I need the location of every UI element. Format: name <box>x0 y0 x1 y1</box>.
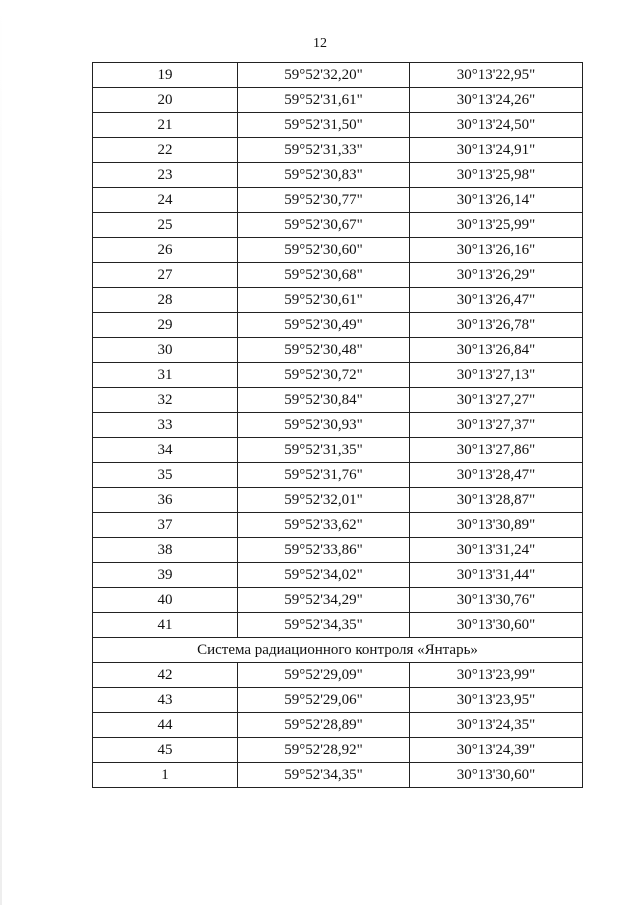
table-row <box>93 713 583 738</box>
longitude-cell: 30°13'28,47" <box>410 463 583 488</box>
table-row <box>93 363 583 388</box>
latitude-cell: 59°52'33,86" <box>238 538 410 563</box>
coordinates-table <box>92 62 583 788</box>
point-number-cell: 41 <box>93 613 238 638</box>
longitude-cell: 30°13'26,14" <box>410 188 583 213</box>
table-row <box>93 463 583 488</box>
table-row <box>93 663 583 688</box>
latitude-cell: 59°52'31,33" <box>238 138 410 163</box>
latitude-cell: 59°52'30,48" <box>238 338 410 363</box>
table-row <box>93 563 583 588</box>
coordinates-table-body-a <box>93 63 583 638</box>
longitude-cell: 30°13'27,13" <box>410 363 583 388</box>
page-number: 12 <box>313 36 327 51</box>
table-row <box>93 763 583 788</box>
point-number-cell: 35 <box>93 463 238 488</box>
latitude-cell: 59°52'31,61" <box>238 88 410 113</box>
latitude-cell: 59°52'28,92" <box>238 738 410 763</box>
latitude-cell: 59°52'30,93" <box>238 413 410 438</box>
table-row <box>93 388 583 413</box>
coordinates-table-body-b <box>93 663 583 788</box>
longitude-cell: 30°13'31,24" <box>410 538 583 563</box>
latitude-cell: 59°52'29,06" <box>238 688 410 713</box>
latitude-cell: 59°52'31,35" <box>238 438 410 463</box>
point-number-cell: 44 <box>93 713 238 738</box>
table-row <box>93 613 583 638</box>
latitude-cell: 59°52'30,84" <box>238 388 410 413</box>
table-row <box>93 688 583 713</box>
longitude-cell: 30°13'26,16" <box>410 238 583 263</box>
longitude-cell: 30°13'26,78" <box>410 313 583 338</box>
longitude-cell: 30°13'27,37" <box>410 413 583 438</box>
latitude-cell: 59°52'31,50" <box>238 113 410 138</box>
latitude-cell: 59°52'30,77" <box>238 188 410 213</box>
point-number-cell: 30 <box>93 338 238 363</box>
section-row-group <box>93 638 583 663</box>
longitude-cell: 30°13'23,99" <box>410 663 583 688</box>
table-row <box>93 263 583 288</box>
table-row <box>93 488 583 513</box>
table-row <box>93 588 583 613</box>
table-row <box>93 138 583 163</box>
longitude-cell: 30°13'24,91" <box>410 138 583 163</box>
table-row <box>93 213 583 238</box>
point-number-cell: 31 <box>93 363 238 388</box>
latitude-cell: 59°52'33,62" <box>238 513 410 538</box>
latitude-cell: 59°52'34,29" <box>238 588 410 613</box>
longitude-cell: 30°13'31,44" <box>410 563 583 588</box>
longitude-cell: 30°13'26,29" <box>410 263 583 288</box>
latitude-cell: 59°52'30,72" <box>238 363 410 388</box>
latitude-cell: 59°52'30,67" <box>238 213 410 238</box>
point-number-cell: 20 <box>93 88 238 113</box>
table-row <box>93 238 583 263</box>
latitude-cell: 59°52'34,35" <box>238 613 410 638</box>
table-row <box>93 188 583 213</box>
latitude-cell: 59°52'31,76" <box>238 463 410 488</box>
latitude-cell: 59°52'34,02" <box>238 563 410 588</box>
longitude-cell: 30°13'24,26" <box>410 88 583 113</box>
latitude-cell: 59°52'29,09" <box>238 663 410 688</box>
longitude-cell: 30°13'22,95" <box>410 63 583 88</box>
point-number-cell: 45 <box>93 738 238 763</box>
point-number-cell: 22 <box>93 138 238 163</box>
longitude-cell: 30°13'26,47" <box>410 288 583 313</box>
longitude-cell: 30°13'30,60" <box>410 613 583 638</box>
longitude-cell: 30°13'27,27" <box>410 388 583 413</box>
latitude-cell: 59°52'30,68" <box>238 263 410 288</box>
longitude-cell: 30°13'23,95" <box>410 688 583 713</box>
point-number-cell: 25 <box>93 213 238 238</box>
latitude-cell: 59°52'34,35" <box>238 763 410 788</box>
point-number-cell: 36 <box>93 488 238 513</box>
point-number-cell: 33 <box>93 413 238 438</box>
point-number-cell: 27 <box>93 263 238 288</box>
point-number-cell: 26 <box>93 238 238 263</box>
longitude-cell: 30°13'30,76" <box>410 588 583 613</box>
point-number-cell: 24 <box>93 188 238 213</box>
section-row <box>93 638 583 663</box>
table-row <box>93 63 583 88</box>
table-row <box>93 413 583 438</box>
table-row <box>93 163 583 188</box>
point-number-cell: 19 <box>93 63 238 88</box>
table-row <box>93 88 583 113</box>
table-row <box>93 738 583 763</box>
table-row <box>93 438 583 463</box>
longitude-cell: 30°13'25,98" <box>410 163 583 188</box>
section-title: Система радиационного контроля «Янтарь» <box>93 638 583 663</box>
point-number-cell: 43 <box>93 688 238 713</box>
point-number-cell: 21 <box>93 113 238 138</box>
latitude-cell: 59°52'32,20" <box>238 63 410 88</box>
point-number-cell: 32 <box>93 388 238 413</box>
longitude-cell: 30°13'28,87" <box>410 488 583 513</box>
point-number-cell: 40 <box>93 588 238 613</box>
table-row <box>93 538 583 563</box>
longitude-cell: 30°13'25,99" <box>410 213 583 238</box>
point-number-cell: 37 <box>93 513 238 538</box>
latitude-cell: 59°52'30,83" <box>238 163 410 188</box>
point-number-cell: 1 <box>93 763 238 788</box>
point-number-cell: 34 <box>93 438 238 463</box>
longitude-cell: 30°13'27,86" <box>410 438 583 463</box>
latitude-cell: 59°52'30,61" <box>238 288 410 313</box>
point-number-cell: 39 <box>93 563 238 588</box>
longitude-cell: 30°13'24,35" <box>410 713 583 738</box>
longitude-cell: 30°13'24,50" <box>410 113 583 138</box>
table-row <box>93 313 583 338</box>
latitude-cell: 59°52'30,60" <box>238 238 410 263</box>
longitude-cell: 30°13'30,89" <box>410 513 583 538</box>
point-number-cell: 23 <box>93 163 238 188</box>
longitude-cell: 30°13'26,84" <box>410 338 583 363</box>
longitude-cell: 30°13'24,39" <box>410 738 583 763</box>
point-number-cell: 28 <box>93 288 238 313</box>
point-number-cell: 42 <box>93 663 238 688</box>
table-row <box>93 288 583 313</box>
longitude-cell: 30°13'30,60" <box>410 763 583 788</box>
table-row <box>93 338 583 363</box>
point-number-cell: 29 <box>93 313 238 338</box>
table-row <box>93 113 583 138</box>
latitude-cell: 59°52'28,89" <box>238 713 410 738</box>
scan-edge <box>0 0 2 905</box>
point-number-cell: 38 <box>93 538 238 563</box>
table-row <box>93 513 583 538</box>
latitude-cell: 59°52'30,49" <box>238 313 410 338</box>
latitude-cell: 59°52'32,01" <box>238 488 410 513</box>
